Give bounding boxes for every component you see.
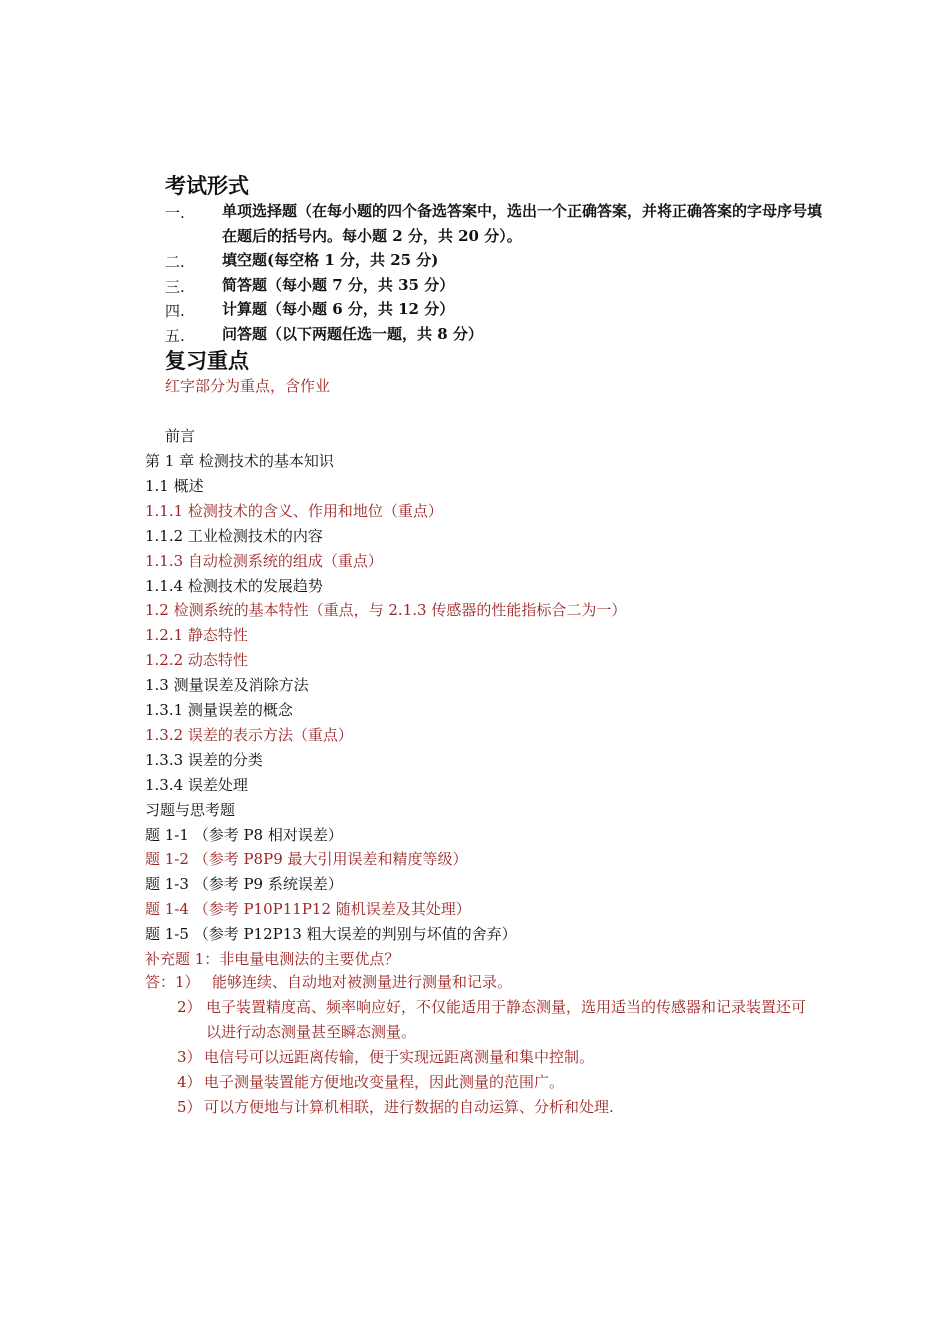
exam-item-text: 简答题（每小题 7 分，共 35 分） bbox=[222, 276, 455, 294]
outline-line: 1.1.1 检测技术的含义、作用和地位（重点） bbox=[145, 502, 443, 520]
exam-item-text: 计算题（每小题 6 分，共 12 分） bbox=[222, 300, 455, 318]
outline-line: 1.2.2 动态特性 bbox=[145, 651, 248, 669]
outline-line: 1.3 测量误差及消除方法 bbox=[145, 676, 309, 694]
exam-format-heading: 考试形式 bbox=[165, 174, 249, 198]
exam-item-number: 五. bbox=[165, 327, 185, 345]
preface-label: 前言 bbox=[165, 427, 196, 445]
exam-item-number: 一. bbox=[165, 204, 185, 222]
outline-line: 题 1-2 （参考 P8P9 最大引用误差和精度等级） bbox=[145, 850, 468, 868]
answer-prefix: 答：1） bbox=[145, 973, 200, 991]
outline-line: 补充题 1：非电量电测法的主要优点？ bbox=[145, 950, 400, 968]
outline-line: 习题与思考题 bbox=[145, 801, 236, 819]
answer-item-number: 3） bbox=[177, 1048, 202, 1066]
outline-line: 1.1.2 工业检测技术的内容 bbox=[145, 527, 323, 545]
exam-item-number: 二. bbox=[165, 253, 185, 271]
exam-item-number: 四. bbox=[165, 302, 185, 320]
outline-line: 题 1-3 （参考 P9 系统误差） bbox=[145, 875, 343, 893]
outline-line: 题 1-5 （参考 P12P13 粗大误差的判别与坏值的舍弃） bbox=[145, 925, 517, 943]
review-heading: 复习重点 bbox=[165, 349, 249, 373]
outline-line: 1.1.4 检测技术的发展趋势 bbox=[145, 577, 323, 595]
answer-item-text: 电子装置精度高、频率响应好，不仅能适用于静态测量，选用适当的传感器和记录装置还可以进行动态测量甚至瞬态测量。 bbox=[206, 998, 807, 1041]
outline-line: 1.3.1 测量误差的概念 bbox=[145, 701, 293, 719]
review-note: 红字部分为重点，含作业 bbox=[165, 377, 331, 395]
exam-item-text: 填空题(每空格 1 分，共 25 分) bbox=[222, 251, 439, 269]
outline-line: 1.3.4 误差处理 bbox=[145, 776, 248, 794]
exam-item-number: 三. bbox=[165, 278, 185, 296]
outline-line: 1.1.3 自动检测系统的组成（重点） bbox=[145, 552, 383, 570]
answer-item-number: 4） bbox=[177, 1073, 202, 1091]
outline-line: 1.1 概述 bbox=[145, 477, 204, 495]
outline-line: 1.3.2 误差的表示方法（重点） bbox=[145, 726, 353, 744]
exam-item-text: 单项选择题（在每小题的四个备选答案中，选出一个正确答案，并将正确答案的字母序号填在题后的括号内。每小题 2 分，共 20 分）。 bbox=[222, 202, 823, 245]
outline-line: 第 1 章 检测技术的基本知识 bbox=[145, 452, 334, 470]
outline-line: 1.2.1 静态特性 bbox=[145, 626, 248, 644]
outline-line: 题 1-4 （参考 P10P11P12 随机误差及其处理） bbox=[145, 900, 471, 918]
outline-line: 题 1-1 （参考 P8 相对误差） bbox=[145, 826, 343, 844]
outline-line: 1.2 检测系统的基本特性（重点，与 2.1.3 传感器的性能指标合二为一） bbox=[145, 601, 627, 619]
answer-item-number: 2） bbox=[177, 998, 202, 1016]
outline-line: 1.3.3 误差的分类 bbox=[145, 751, 263, 769]
answer-item-text: 电子测量装置能方便地改变量程，因此测量的范围广。 bbox=[204, 1073, 565, 1091]
answer-item-number: 5） bbox=[177, 1098, 202, 1116]
exam-item-text: 问答题（以下两题任选一题，共 8 分） bbox=[222, 325, 483, 343]
answer-item-text: 可以方便地与计算机相联，进行数据的自动运算、分析和处理. bbox=[204, 1098, 614, 1116]
answer-item-text: 电信号可以远距离传输，便于实现远距离测量和集中控制。 bbox=[204, 1048, 595, 1066]
answer-first-point: 能够连续、自动地对被测量进行测量和记录。 bbox=[212, 973, 513, 991]
